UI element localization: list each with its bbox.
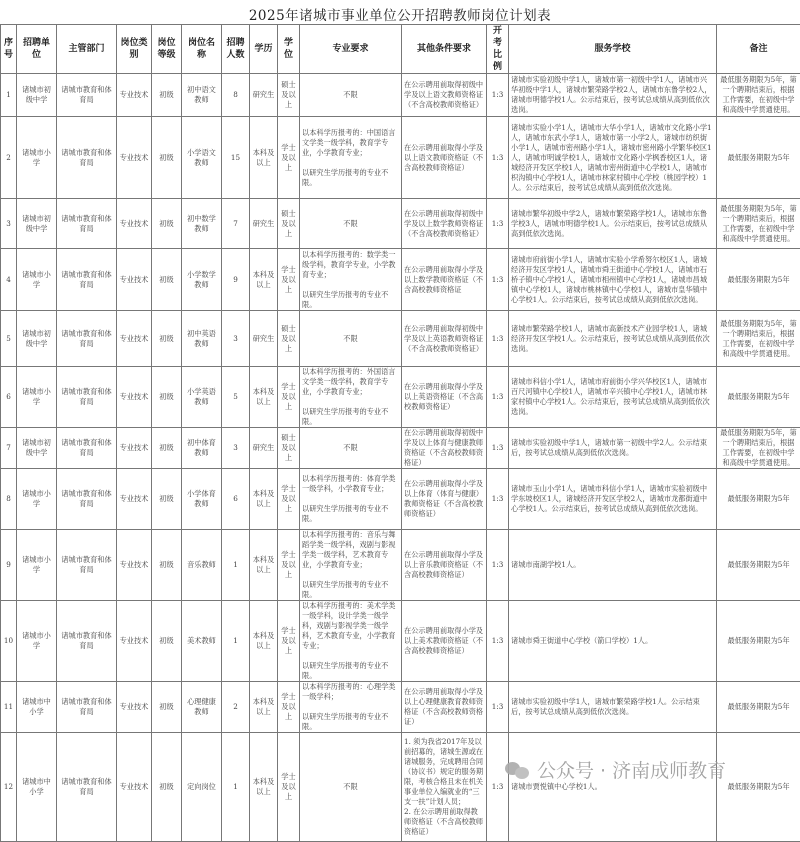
cell-unit: 诸城市初级中学 [17, 311, 57, 367]
cell-other-requirements: 1. 须为我省2017年及以前招募的，诸城生源或在诸城服务，完成聘用合同（协议书）规定的服务期限，考核合格且未在机关事业单位入编就业的“三支一扶”计划人员； 2. 在公示聘用前取得教师资格证（不含高校教师资格证） [402, 733, 487, 842]
cell-level: 初级 [152, 428, 182, 469]
cell-index: 10 [1, 601, 17, 682]
header-position: 岗位名称 [182, 25, 222, 74]
cell-category: 专业技术 [117, 469, 152, 530]
cell-category: 专业技术 [117, 428, 152, 469]
cell-position: 初中英语教师 [182, 311, 222, 367]
cell-index: 6 [1, 367, 17, 428]
cell-education: 本科及以上 [250, 249, 278, 311]
cell-position: 美术教师 [182, 601, 222, 682]
header-education: 学历 [250, 25, 278, 74]
cell-service-schools: 诸城市繁荣路学校1人，诸城市高新技术产业园学校1人，诸城经济开发区学校1人。公示结束后，按考试总成绩从高到低依次选岗。 [509, 311, 717, 367]
cell-level: 初级 [152, 367, 182, 428]
cell-major: 不限 [300, 199, 402, 249]
cell-service-schools: 诸城市南湖学校1人。 [509, 530, 717, 601]
cell-level: 初级 [152, 199, 182, 249]
cell-remarks: 最低服务期限为5年，第一个聘期结束后，根据工作需要，在初级中学和高级中学贯通使用。 [717, 74, 800, 117]
cell-service-schools: 诸城市实验初级中学1人，诸城市第一初级中学1人，诸城市兴华初级中学1人，诸城市繁荣路学校2人，诸城市东鲁学校2人，诸城市明德学校1人。公示结束后，按考试总成绩从高到低依次选岗。 [509, 74, 717, 117]
table-row [1, 311, 800, 367]
cell-education: 本科及以上 [250, 601, 278, 682]
header-index: 序号 [1, 25, 17, 74]
cell-degree: 学士及以上 [278, 601, 300, 682]
cell-position: 小学英语教师 [182, 367, 222, 428]
cell-position: 初中数学教师 [182, 199, 222, 249]
cell-major: 不限 [300, 311, 402, 367]
cell-service-schools: 诸城市玉山小学1人，诸城市科信小学1人，诸城市实验初级中学东坡校区1人，诸城经济开发区学校2人，诸城市龙都街道中心学校1人。公示结束后，按考试总成绩从高到低依次选岗。 [509, 469, 717, 530]
cell-education: 本科及以上 [250, 117, 278, 199]
cell-level: 初级 [152, 601, 182, 682]
cell-degree: 学士及以上 [278, 530, 300, 601]
cell-level: 初级 [152, 733, 182, 842]
cell-ratio: 1:3 [487, 249, 509, 311]
cell-unit: 诸城市初级中学 [17, 74, 57, 117]
cell-count: 9 [222, 249, 250, 311]
cell-department: 诸城市教育和体育局 [57, 249, 117, 311]
header-count: 招聘人数 [222, 25, 250, 74]
cell-count: 2 [222, 682, 250, 733]
cell-department: 诸城市教育和体育局 [57, 311, 117, 367]
cell-department: 诸城市教育和体育局 [57, 199, 117, 249]
cell-degree: 学士及以上 [278, 117, 300, 199]
cell-level: 初级 [152, 74, 182, 117]
cell-education: 本科及以上 [250, 733, 278, 842]
cell-remarks: 最低服务期限为5年 [717, 601, 800, 682]
cell-unit: 诸城市小学 [17, 601, 57, 682]
table-row [1, 530, 800, 601]
cell-major: 以本科学历报考的：外国语言文学类一级学科，教育学专业，小学教育专业； 以研究生学历报考的专业不限。 [300, 367, 402, 428]
cell-unit: 诸城市中小学 [17, 682, 57, 733]
cell-major: 以本科学历报考的：体育学类一级学科，小学教育专业； 以研究生学历报考的专业不限。 [300, 469, 402, 530]
cell-category: 专业技术 [117, 682, 152, 733]
table-row [1, 428, 800, 469]
cell-ratio: 1:3 [487, 733, 509, 842]
cell-other-requirements: 在公示聘用前取得小学及以上心理健康教育教师资格证（不含高校教师资格证） [402, 682, 487, 733]
watermark-text: 公众号 · 济南成师教育 [537, 756, 726, 783]
cell-count: 3 [222, 428, 250, 469]
cell-service-schools: 诸城市繁华初级中学2人，诸城市繁荣路学校1人，诸城市东鲁学校3人，诸城市明德学校1人。公示结束后，按考试总成绩从高到低依次选岗。 [509, 199, 717, 249]
header-unit: 招聘单位 [17, 25, 57, 74]
cell-ratio: 1:3 [487, 199, 509, 249]
cell-ratio: 1:3 [487, 117, 509, 199]
cell-ratio: 1:3 [487, 367, 509, 428]
cell-remarks: 最低服务期限为5年 [717, 367, 800, 428]
cell-category: 专业技术 [117, 367, 152, 428]
cell-count: 1 [222, 733, 250, 842]
cell-level: 初级 [152, 117, 182, 199]
cell-other-requirements: 在公示聘用前取得初级中学及以上数学教师资格证（不含高校教师资格证） [402, 199, 487, 249]
cell-position: 小学体育教师 [182, 469, 222, 530]
cell-major: 不限 [300, 74, 402, 117]
cell-remarks: 最低服务期限为5年，第一个聘期结束后，根据工作需要，在初级中学和高级中学贯通使用。 [717, 311, 800, 367]
table-row [1, 117, 800, 199]
cell-major: 不限 [300, 733, 402, 842]
cell-position: 心理健康教师 [182, 682, 222, 733]
cell-department: 诸城市教育和体育局 [57, 117, 117, 199]
cell-department: 诸城市教育和体育局 [57, 682, 117, 733]
cell-remarks: 最低服务期限为5年 [717, 733, 800, 842]
cell-other-requirements: 在公示聘用前取得小学及以上音乐教师资格证（不含高校教师资格证） [402, 530, 487, 601]
cell-count: 1 [222, 601, 250, 682]
cell-category: 专业技术 [117, 117, 152, 199]
cell-position: 初中体育教师 [182, 428, 222, 469]
cell-degree: 学士及以上 [278, 249, 300, 311]
cell-level: 初级 [152, 249, 182, 311]
cell-category: 专业技术 [117, 311, 152, 367]
cell-index: 8 [1, 469, 17, 530]
cell-other-requirements: 在公示聘用前取得小学及以上体育（体育与健康）教师资格证（不含高校教师资格证） [402, 469, 487, 530]
cell-index: 7 [1, 428, 17, 469]
cell-major: 以本科学历报考的：数学类一级学科，教育学专业，小学教育专业； 以研究生学历报考的专业不限。 [300, 249, 402, 311]
cell-other-requirements: 在公示聘用前取得小学及以上数学教师资格证（不含高校教师资格证 [402, 249, 487, 311]
cell-position: 初中语文教师 [182, 74, 222, 117]
cell-index: 12 [1, 733, 17, 842]
cell-level: 初级 [152, 469, 182, 530]
cell-education: 本科及以上 [250, 530, 278, 601]
cell-index: 9 [1, 530, 17, 601]
cell-service-schools: 诸城市实验初级中学1人，诸城市繁荣路学校1人。公示结束后，按考试总成绩从高到低依次选岗。 [509, 682, 717, 733]
cell-unit: 诸城市初级中学 [17, 428, 57, 469]
cell-unit: 诸城市初级中学 [17, 199, 57, 249]
cell-index: 5 [1, 311, 17, 367]
header-major: 专业要求 [300, 25, 402, 74]
table-header [1, 25, 800, 74]
cell-count: 15 [222, 117, 250, 199]
table-row [1, 469, 800, 530]
cell-unit: 诸城市小学 [17, 117, 57, 199]
cell-ratio: 1:3 [487, 530, 509, 601]
cell-index: 11 [1, 682, 17, 733]
cell-other-requirements: 在公示聘用前取得初级中学及以上语文教师资格证（不含高校教师资格证） [402, 74, 487, 117]
cell-position: 小学语文教师 [182, 117, 222, 199]
cell-service-schools: 诸城市府前街小学1人，诸城市实验小学希努尔校区1人，诸城经济开发区学校1人，诸城市舜王街道中心学校1人，诸城市石桥子镇中心学校1人，诸城市相州镇中心学校1人，诸城市昌城镇中心学校1人，诸城市桃林镇中心学校1人，诸城市皇华镇中心学校1人。公示结束后，按考试总成绩从高到低依次选岗。 [509, 249, 717, 311]
cell-degree: 硕士及以上 [278, 199, 300, 249]
cell-department: 诸城市教育和体育局 [57, 74, 117, 117]
cell-education: 本科及以上 [250, 367, 278, 428]
cell-degree: 硕士及以上 [278, 428, 300, 469]
cell-index: 4 [1, 249, 17, 311]
cell-position: 小学数学教师 [182, 249, 222, 311]
cell-unit: 诸城市小学 [17, 367, 57, 428]
cell-department: 诸城市教育和体育局 [57, 367, 117, 428]
cell-degree: 硕士及以上 [278, 311, 300, 367]
cell-education: 本科及以上 [250, 469, 278, 530]
cell-major: 以本科学历报考的：心理学类一级学科； 以研究生学历报考的专业不限。 [300, 682, 402, 733]
wechat-icon [505, 760, 531, 780]
header-level: 岗位等级 [152, 25, 182, 74]
cell-ratio: 1:3 [487, 469, 509, 530]
cell-count: 3 [222, 311, 250, 367]
cell-service-schools: 诸城市科信小学1人，诸城市府前街小学兴华校区1人，诸城市百尺河镇中心学校1人，诸城市辛兴镇中心学校1人，诸城市林家村镇中心学校1人。公示结束后，按考试总成绩从高到低依次选岗。 [509, 367, 717, 428]
cell-index: 3 [1, 199, 17, 249]
cell-department: 诸城市教育和体育局 [57, 733, 117, 842]
cell-other-requirements: 在公示聘用前取得初级中学及以上体育与健康教师资格证（不含高校教师资格证） [402, 428, 487, 469]
cell-other-requirements: 在公示聘用前取得小学及以上美术教师资格证（不含高校教师资格证） [402, 601, 487, 682]
cell-education: 研究生 [250, 428, 278, 469]
table-row [1, 733, 800, 842]
cell-count: 6 [222, 469, 250, 530]
cell-index: 2 [1, 117, 17, 199]
cell-remarks: 最低服务期限为5年 [717, 117, 800, 199]
cell-major: 以本科学历报考的：中国语言文学类一级学科，教育学专业，小学教育专业； 以研究生学历报考的专业不限。 [300, 117, 402, 199]
cell-ratio: 1:3 [487, 428, 509, 469]
cell-degree: 学士及以上 [278, 682, 300, 733]
header-category: 岗位类别 [117, 25, 152, 74]
header-ratio: 开考比例 [487, 25, 509, 74]
header-service-schools: 服务学校 [509, 25, 717, 74]
cell-count: 5 [222, 367, 250, 428]
cell-degree: 学士及以上 [278, 733, 300, 842]
cell-service-schools: 诸城市舜王街道中心学校（箭口学校）1人。 [509, 601, 717, 682]
cell-remarks: 最低服务期限为5年，第一个聘期结束后，根据工作需要，在初级中学和高级中学贯通使用。 [717, 199, 800, 249]
cell-level: 初级 [152, 311, 182, 367]
cell-unit: 诸城市小学 [17, 249, 57, 311]
table-row [1, 74, 800, 117]
cell-category: 专业技术 [117, 199, 152, 249]
page-title: 2025年诸城市事业单位公开招聘教师岗位计划表 [0, 4, 800, 24]
cell-remarks: 最低服务期限为5年，第一个聘期结束后，根据工作需要，在初级中学和高级中学贯通使用。 [717, 428, 800, 469]
cell-other-requirements: 在公示聘用前取得初级中学及以上英语教师资格证（不含高校教师资格证） [402, 311, 487, 367]
cell-remarks: 最低服务期限为5年 [717, 682, 800, 733]
cell-remarks: 最低服务期限为5年 [717, 249, 800, 311]
cell-department: 诸城市教育和体育局 [57, 469, 117, 530]
cell-ratio: 1:3 [487, 601, 509, 682]
cell-education: 研究生 [250, 311, 278, 367]
cell-position: 音乐教师 [182, 530, 222, 601]
cell-department: 诸城市教育和体育局 [57, 530, 117, 601]
cell-other-requirements: 在公示聘用前取得小学及以上英语资格证（不含高校教师资格证） [402, 367, 487, 428]
cell-remarks: 最低服务期限为5年 [717, 469, 800, 530]
cell-ratio: 1:3 [487, 682, 509, 733]
cell-department: 诸城市教育和体育局 [57, 428, 117, 469]
cell-category: 专业技术 [117, 530, 152, 601]
cell-unit: 诸城市中小学 [17, 733, 57, 842]
cell-degree: 硕士及以上 [278, 74, 300, 117]
cell-category: 专业技术 [117, 601, 152, 682]
cell-unit: 诸城市小学 [17, 469, 57, 530]
cell-major: 以本科学历报考的：音乐与舞蹈学类一级学科，戏剧与影视学类一级学科，艺术教育专业，小学教育专业； 以研究生学历报考的专业不限。 [300, 530, 402, 601]
watermark [505, 756, 726, 783]
table-row [1, 367, 800, 428]
cell-level: 初级 [152, 682, 182, 733]
cell-ratio: 1:3 [487, 74, 509, 117]
table-row [1, 249, 800, 311]
cell-degree: 学士及以上 [278, 469, 300, 530]
cell-unit: 诸城市小学 [17, 530, 57, 601]
cell-category: 专业技术 [117, 249, 152, 311]
cell-index: 1 [1, 74, 17, 117]
cell-degree: 学士及以上 [278, 367, 300, 428]
header-department: 主管部门 [57, 25, 117, 74]
table-row [1, 199, 800, 249]
cell-level: 初级 [152, 530, 182, 601]
cell-education: 研究生 [250, 74, 278, 117]
cell-service-schools: 诸城市实验初级中学1人，诸城市第一初级中学2人。公示结束后，按考试总成绩从高到低依次选岗。 [509, 428, 717, 469]
header-other-requirements: 其他条件要求 [402, 25, 487, 74]
cell-category: 专业技术 [117, 733, 152, 842]
cell-service-schools: 诸城市贾悦镇中心学校1人。 [509, 733, 717, 842]
cell-education: 本科及以上 [250, 682, 278, 733]
cell-remarks: 最低服务期限为5年 [717, 530, 800, 601]
header-remarks: 备注 [717, 25, 800, 74]
cell-position: 定向岗位 [182, 733, 222, 842]
recruitment-table [0, 24, 800, 842]
cell-other-requirements: 在公示聘用前取得小学及以上语文教师资格证（不含高校教师资格证） [402, 117, 487, 199]
cell-count: 8 [222, 74, 250, 117]
cell-department: 诸城市教育和体育局 [57, 601, 117, 682]
cell-major: 不限 [300, 428, 402, 469]
cell-category: 专业技术 [117, 74, 152, 117]
cell-count: 1 [222, 530, 250, 601]
cell-major: 以本科学历报考的：美术学类一级学科，设计学类一级学科，戏剧与影视学类一级学科，艺术教育专业，小学教育专业； 以研究生学历报考的专业不限。 [300, 601, 402, 682]
header-degree: 学位 [278, 25, 300, 74]
cell-count: 7 [222, 199, 250, 249]
table-row [1, 601, 800, 682]
cell-education: 研究生 [250, 199, 278, 249]
cell-service-schools: 诸城市实验小学1人，诸城市大华小学1人，诸城市文化路小学1人，诸城市东武小学1人，诸城市第一小学2人，诸城市纺织街小学1人，诸城市密州路小学1人，诸城市密州路小学繁华校区1人，诸城市明诚学校1人，诸城市文化路小学枫香校区1人，诸城经济开发区学校1人，诸城市密州街道中心学校1人，诸城市枳沟镇中心学校1人，诸城市林家村镇中心学校（桃园学校）1人。公示结束后，按考试总成绩从高到低依次选岗。 [509, 117, 717, 199]
table-row [1, 682, 800, 733]
cell-ratio: 1:3 [487, 311, 509, 367]
